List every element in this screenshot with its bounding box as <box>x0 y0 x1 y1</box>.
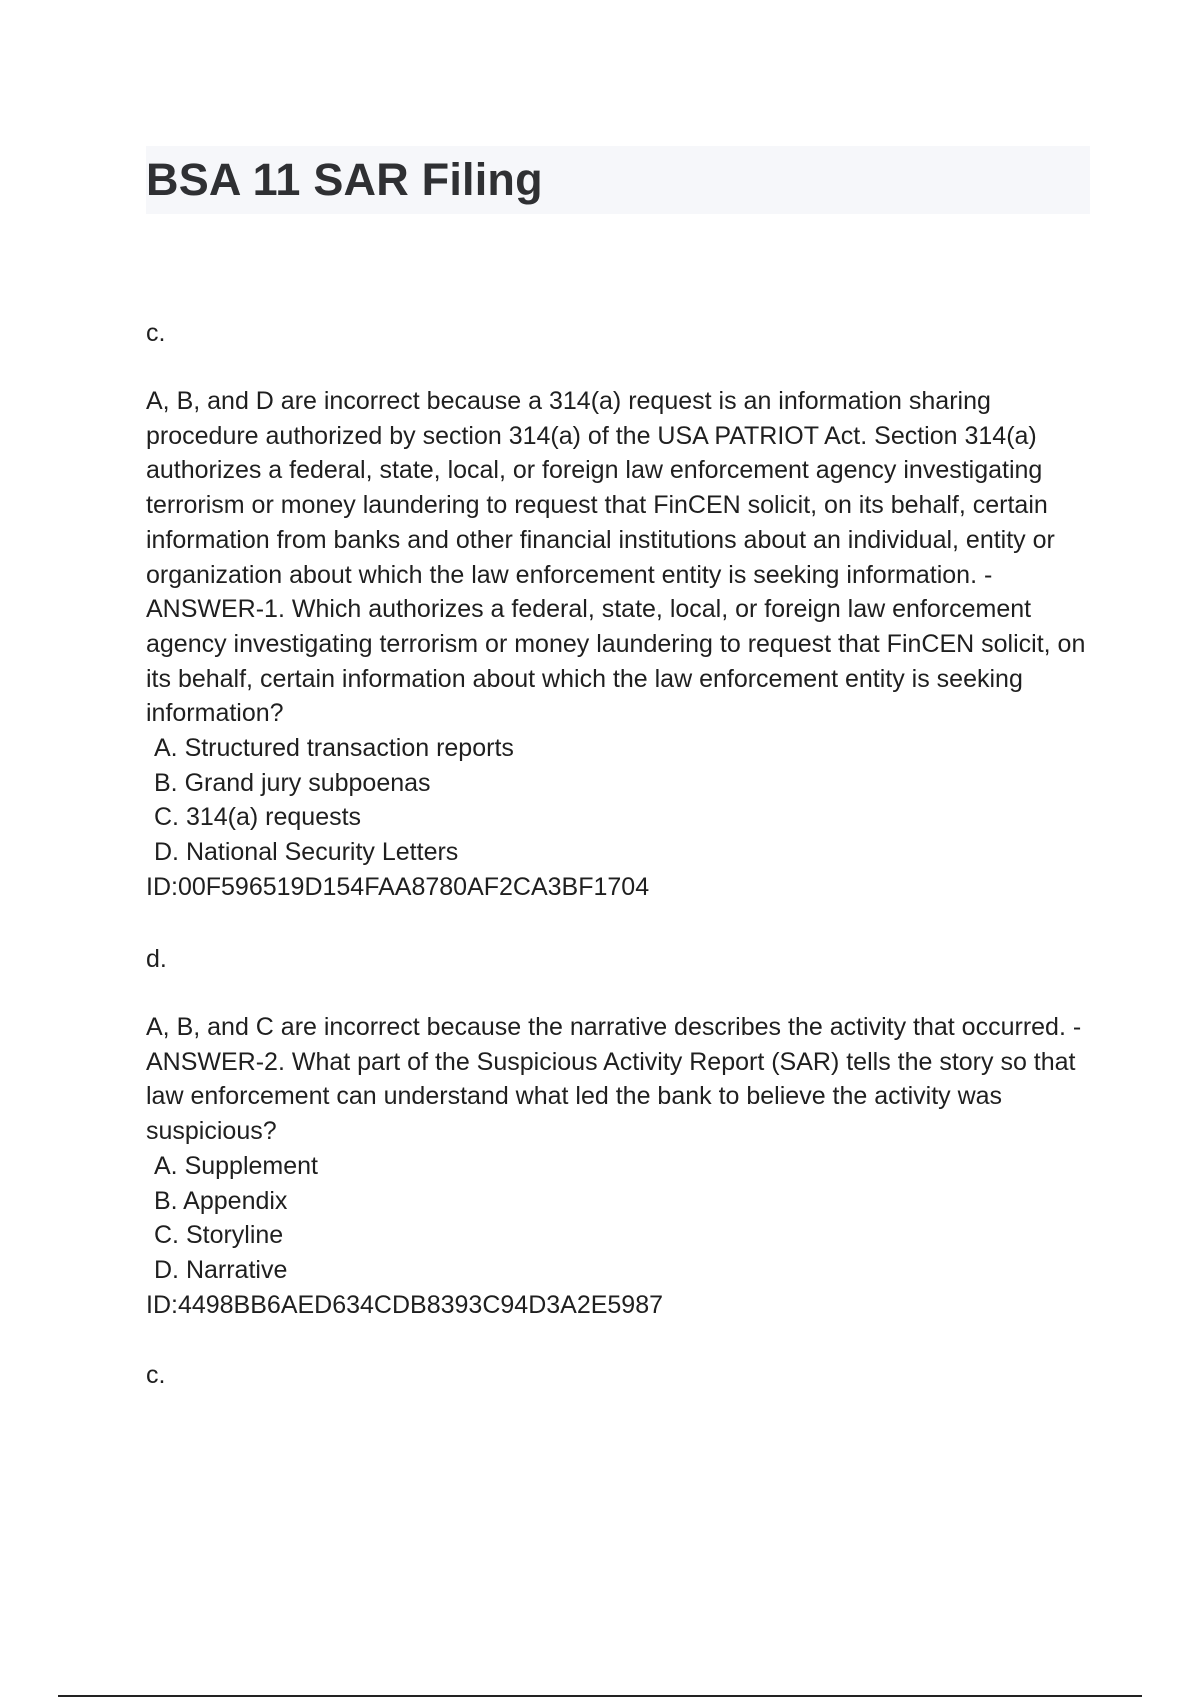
answer-letter: c. <box>146 319 166 347</box>
option-item: A. Structured transaction reports <box>154 734 514 763</box>
options-list <box>146 731 1092 870</box>
item-id: ID:4498BB6AED634CDB8393C94D3A2E5987 <box>146 1290 664 1319</box>
option-item: D. National Security Letters <box>154 838 459 867</box>
explanation-and-question: A, B, and C are incorrect because the narrative describes the activity that occurred. - ANSWER-2. What part of the Suspicious Activity Report (SAR) tells the story so that law enforcement can understand what led the bank to believe the activity was suspicious? <box>146 1013 1082 1146</box>
option-item: B. Grand jury subpoenas <box>154 768 431 797</box>
item-id: ID:00F596519D154FAA8780AF2CA3BF1704 <box>146 872 650 901</box>
answer-letter: d. <box>146 945 167 973</box>
question-block <box>146 384 1092 905</box>
answer-letter: c. <box>146 1361 166 1389</box>
options-list <box>146 1149 1092 1288</box>
option-item: B. Appendix <box>154 1186 288 1215</box>
question-block <box>146 1010 1092 1322</box>
footer-divider <box>58 1695 1142 1697</box>
explanation-and-question: A, B, and D are incorrect because a 314(a) request is an information sharing procedure authorized by section 314(a) of the USA PATRIOT Act. Section 314(a) authorizes a federal, state, local, or foreign law enforcement agency investigating terrorism or money laundering to request that FinCEN solicit, on its behalf, certain information from banks and other financial institutions about an individual, entity or organization about which the law enforcement entity is seeking information. - ANSWER-1. Which authorizes a federal, state, local, or foreign law enforcement agency investigating terrorism or money laundering to request that FinCEN solicit, on its behalf, certain information about which the law enforcement entity is seeking information? <box>146 387 1086 728</box>
option-item: D. Narrative <box>154 1255 288 1284</box>
page-title: BSA 11 SAR Filing <box>146 154 543 205</box>
option-item: C. Storyline <box>154 1221 284 1250</box>
option-item: C. 314(a) requests <box>154 803 362 832</box>
option-item: A. Supplement <box>154 1151 318 1180</box>
